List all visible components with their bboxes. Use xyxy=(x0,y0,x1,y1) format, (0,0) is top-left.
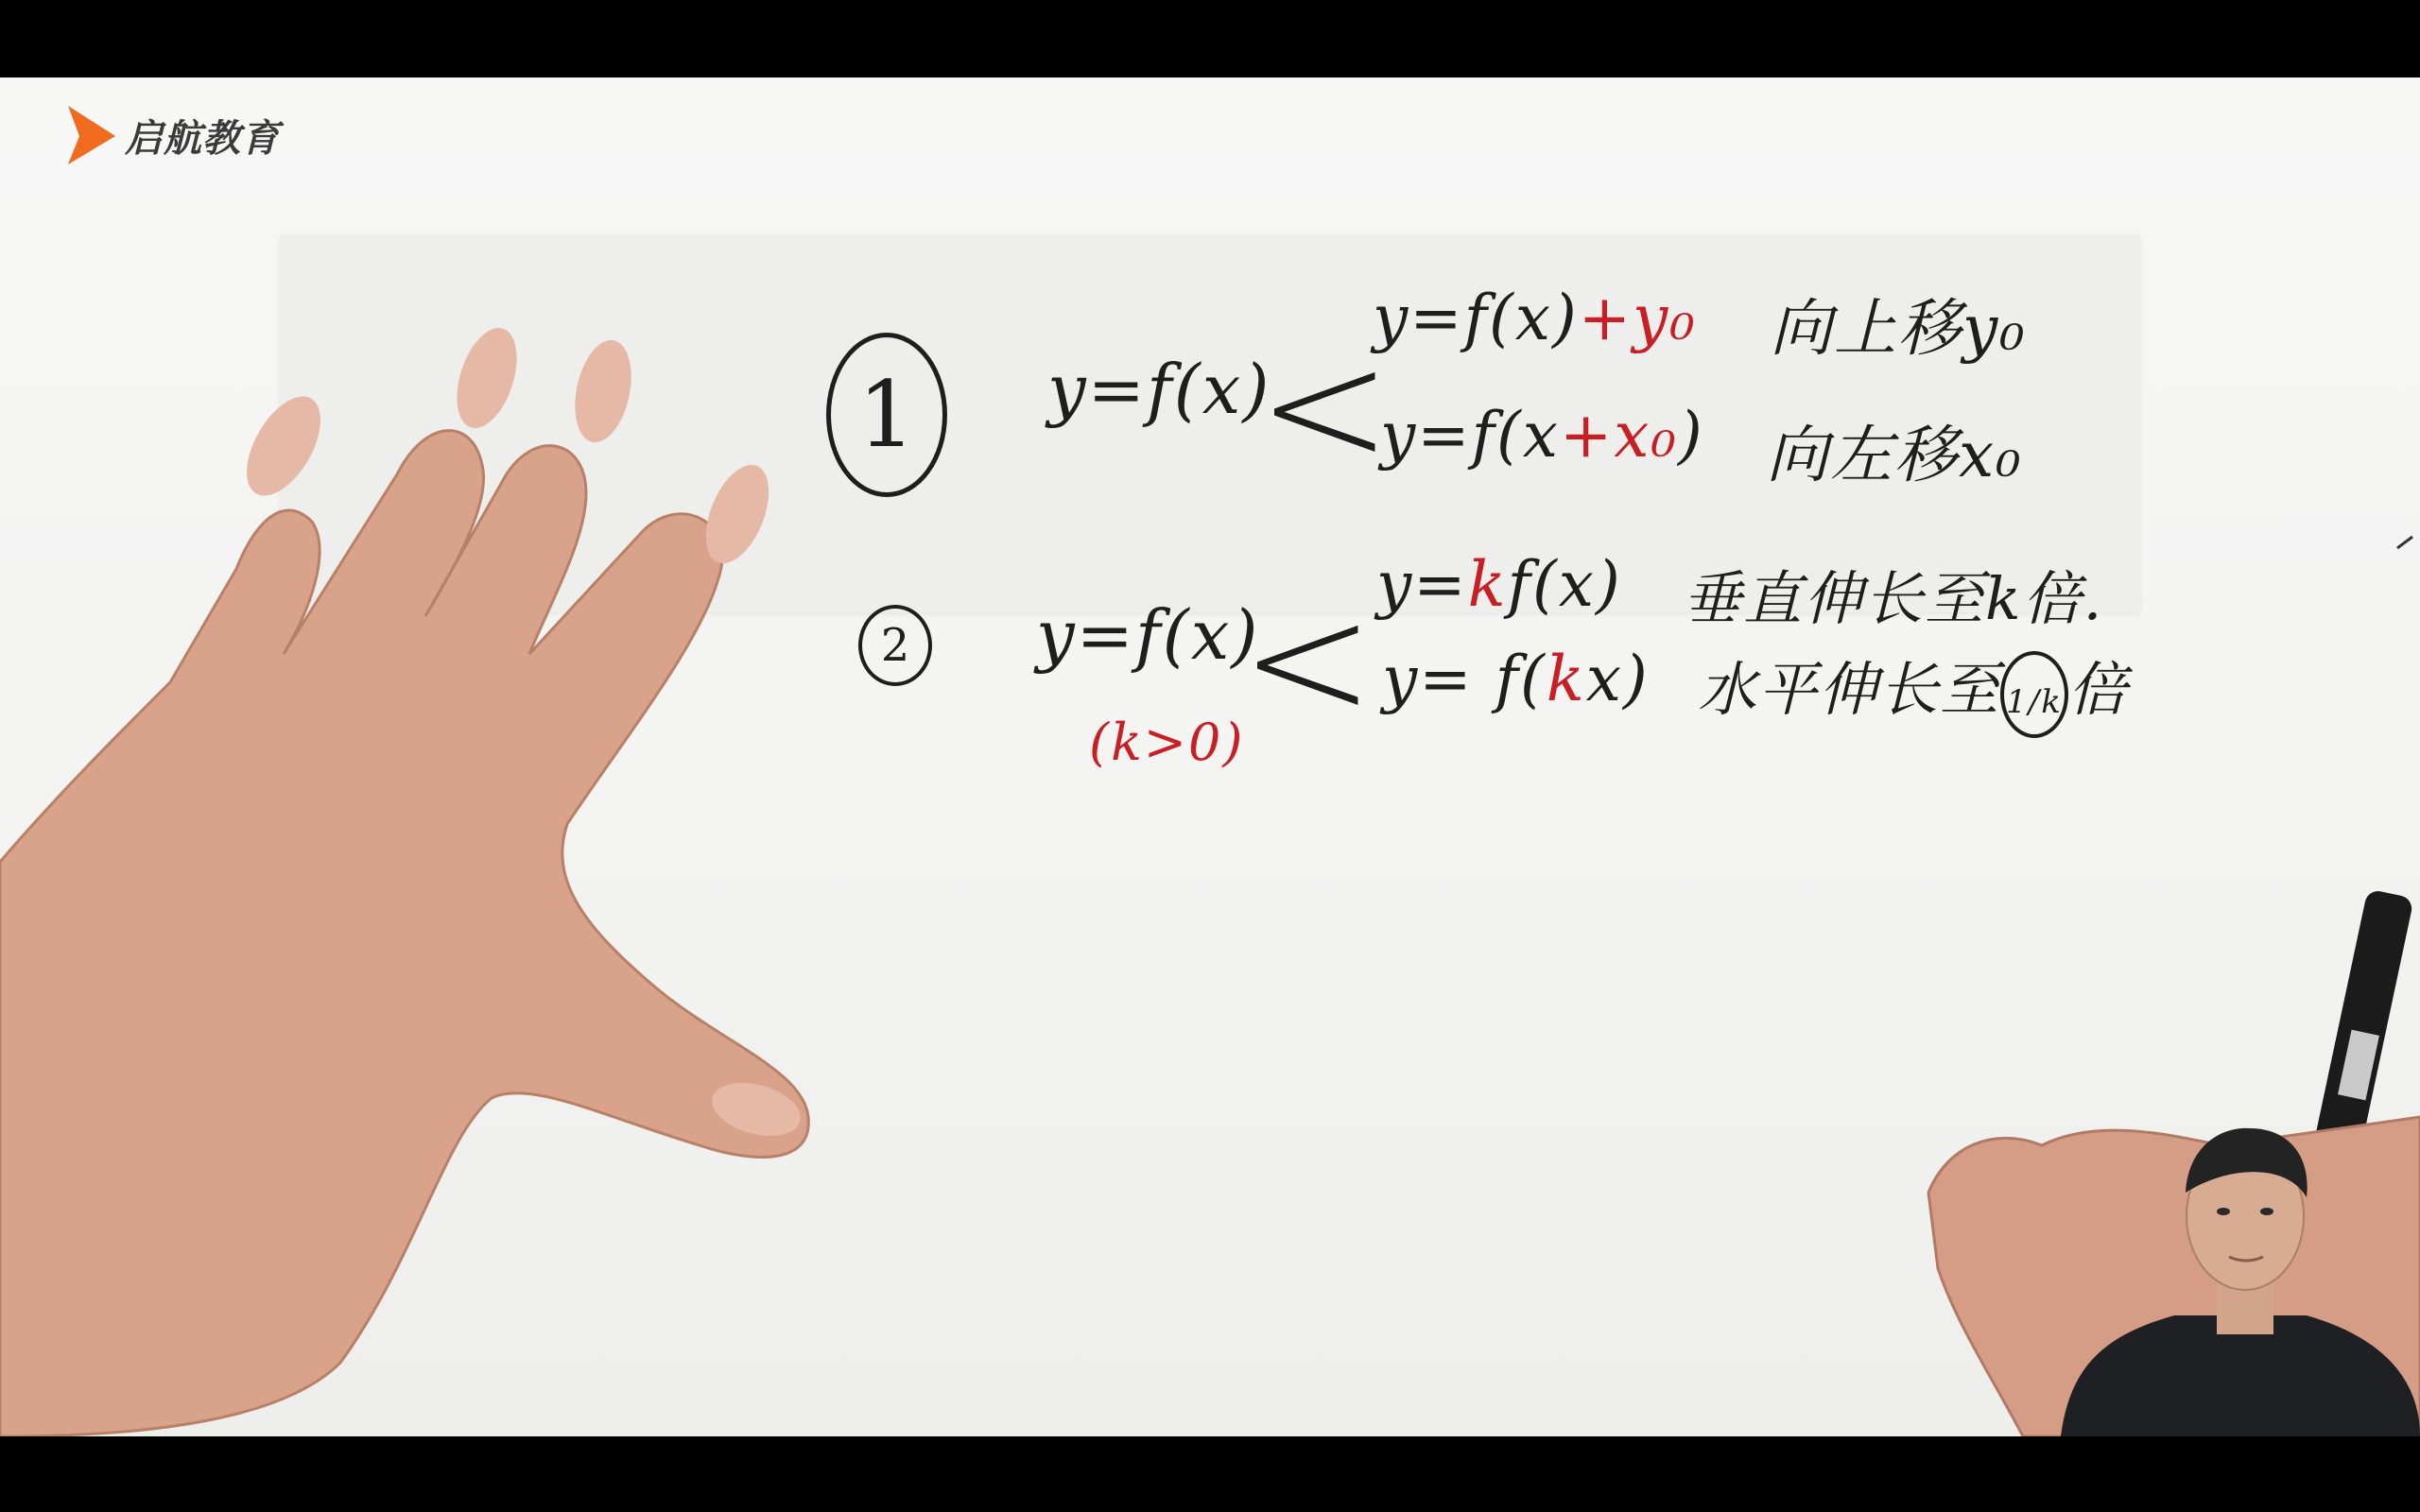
rule1-branch2-formula xyxy=(1380,399,1704,472)
letterbox-bottom xyxy=(0,1436,2420,1512)
rule2-branch2-prefix: y= f( xyxy=(1382,643,1547,715)
rule2-branch2-fraction: 1/k xyxy=(2006,682,2063,721)
rule1-branch1-formula xyxy=(1373,282,1697,354)
rule1-branch1-prefix: y=f(x) xyxy=(1373,282,1579,354)
video-frame[interactable] xyxy=(0,77,2420,1436)
rule1-branch2-description: 向左移x₀ xyxy=(1766,419,2023,491)
logo xyxy=(62,104,280,166)
edge-scribble xyxy=(2397,537,2412,548)
rule2-branch2-suffix: x) xyxy=(1585,643,1650,715)
logo-mark-icon xyxy=(62,104,117,166)
rule2-branch2-red: k xyxy=(1546,643,1586,715)
rule2-branch1-suffix: f(x) xyxy=(1507,548,1622,621)
letterbox-top xyxy=(0,0,2420,77)
rule1-branch1-description: 向上移y₀ xyxy=(1770,292,2027,365)
rule2-branch2-desc-suffix: 倍 xyxy=(2068,655,2130,724)
rule2-bracket: < xyxy=(1240,567,1375,754)
logo-text: 启航教育 xyxy=(125,117,280,160)
rule2-branch2-desc-prefix: 水平伸长至 xyxy=(1698,655,2001,724)
rule2-branch2-description xyxy=(1698,643,2129,738)
rule2-branch1-prefix: y= xyxy=(1376,548,1468,621)
rule2-branch1-formula xyxy=(1376,548,1622,621)
rule2-number xyxy=(858,605,932,686)
rule1-branch2-red: +x₀ xyxy=(1560,399,1678,472)
rule1-lhs: y=f(x) xyxy=(1047,350,1271,429)
rule1-number-text: 1 xyxy=(857,362,916,468)
rule2-branch2-formula xyxy=(1382,643,1650,715)
left-hand xyxy=(0,320,808,1436)
rule2-branch2-fraction-circle xyxy=(2000,651,2068,738)
rule1-bracket: < xyxy=(1257,314,1392,501)
rule2-branch1-red: k xyxy=(1467,548,1508,621)
rule2-lhs: y=f(x) xyxy=(1036,595,1260,675)
rule1-branch1-red: +y₀ xyxy=(1578,282,1697,354)
rule2-number-text: 2 xyxy=(880,619,910,672)
rule2-condition: (k>0) xyxy=(1089,713,1245,772)
rule1-branch2-prefix: y=f(x xyxy=(1380,399,1560,472)
rule1-number xyxy=(826,333,947,497)
rule1-branch2-suffix: ) xyxy=(1677,399,1704,472)
rule2-branch1-description: 垂直伸长至k倍. xyxy=(1683,564,2104,633)
